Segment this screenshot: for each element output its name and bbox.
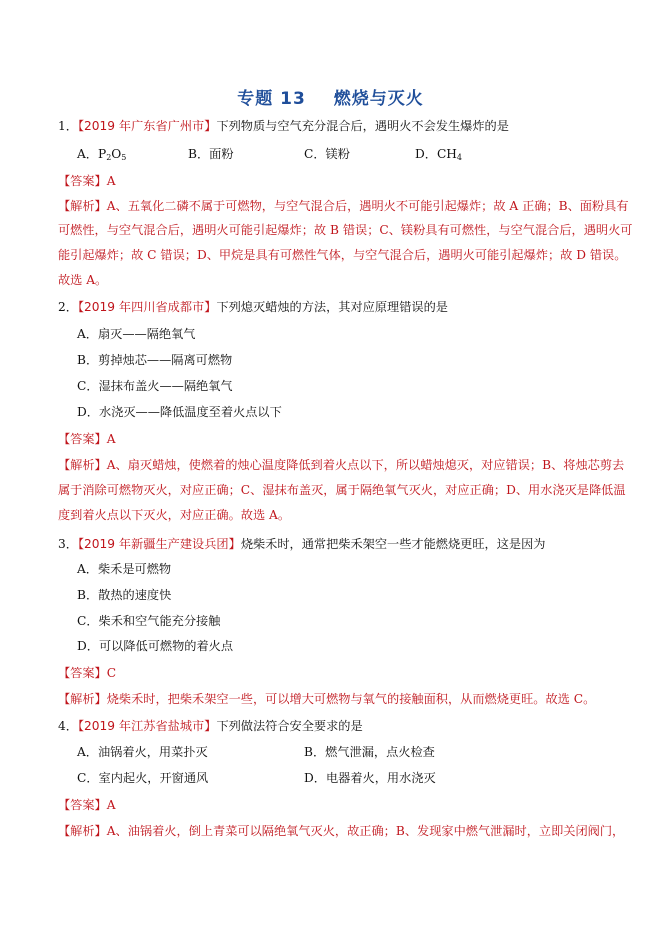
question-2-option-a: A．扇灭——隔绝氧气 bbox=[77, 327, 196, 341]
question-source: 【2019 年广东省广州市】 bbox=[77, 119, 217, 133]
answer-1: 【答案】A bbox=[58, 174, 116, 188]
question-4-stem: 4．【2019 年江苏省盐城市】下列做法符合安全要求的是 bbox=[58, 719, 363, 733]
option-d: D．$CH_4$ bbox=[415, 147, 463, 162]
question-3-option-c: C．柴禾和空气能充分接触 bbox=[77, 614, 221, 628]
analysis-1-line-3: 能引起爆炸；故 C 错误；D、甲烷是具有可燃性气体，与空气混合后，遇明火可能引起爆炸；故 D 错误。 bbox=[58, 248, 627, 262]
answer-2: 【答案】A bbox=[58, 432, 116, 446]
question-3-stem: 3．【2019 年新疆生产建设兵团】烧柴禾时，通常把柴禾架空一些才能燃烧更旺，这是因为 bbox=[58, 537, 546, 551]
question-3-option-b: B．散热的速度快 bbox=[77, 588, 172, 602]
option-a: A．油锅着火，用菜扑灭 bbox=[77, 745, 208, 759]
analysis-1-line-2: 可燃性，与空气混合后，遇明火可能引起爆炸；故 B 错误；C、镁粉具有可燃性，与空气混合后，遇明火可 bbox=[58, 223, 633, 237]
option-a: A．$P_2O_5$ bbox=[77, 147, 127, 162]
analysis-1-line-1: 【解析】A、五氧化二磷不属于可燃物，与空气混合后，遇明火不可能引起爆炸；故 A 正确；B、面粉具有 bbox=[58, 199, 629, 213]
question-1-stem: 1．【2019 年广东省广州市】下列物质与空气充分混合后，遇明火不会发生爆炸的是 bbox=[58, 119, 509, 133]
option-b: B．燃气泄漏，点火检查 bbox=[304, 745, 435, 759]
option-c: C．室内起火，开窗通风 bbox=[77, 771, 209, 785]
analysis-2-line-1: 【解析】A、扇灭蜡烛，使燃着的烛心温度降低到着火点以下，所以蜡烛熄灭，对应错误；B、将烛芯剪去 bbox=[58, 458, 625, 472]
answer-3: 【答案】C bbox=[58, 666, 117, 680]
analysis-2-line-3: 度到着火点以下灭火，对应正确。故选 A。 bbox=[58, 508, 291, 522]
topic-number: 专题 13 bbox=[237, 89, 306, 109]
question-2-option-c: C．湿抹布盖火——隔绝氧气 bbox=[77, 379, 233, 393]
question-3-option-a: A．柴禾是可燃物 bbox=[77, 562, 172, 576]
question-3-option-d: D．可以降低可燃物的着火点 bbox=[77, 639, 234, 653]
answer-4: 【答案】A bbox=[58, 798, 116, 812]
page-title bbox=[0, 84, 661, 109]
question-2-option-b: B．剪掉烛芯——隔离可燃物 bbox=[77, 353, 233, 367]
option-b: B．面粉 bbox=[188, 147, 234, 161]
topic-name: 燃烧与灭火 bbox=[333, 89, 424, 109]
question-2-stem: 2．【2019 年四川省成都市】下列熄灭蜡烛的方法，其对应原理错误的是 bbox=[58, 300, 448, 314]
analysis-4-line-1: 【解析】A、油锅着火，倒上青菜可以隔绝氧气灭火，故正确；B、发现家中燃气泄漏时，立即关闭阀门， bbox=[58, 824, 625, 838]
analysis-1-line-4: 故选 A。 bbox=[58, 273, 108, 287]
analysis-3-line-1: 【解析】烧柴禾时，把柴禾架空一些，可以增大可燃物与氧气的接触面积，从而燃烧更旺。故选 C。 bbox=[58, 692, 596, 706]
question-source: 【2019 年新疆生产建设兵团】 bbox=[77, 537, 241, 551]
question-2-option-d: D．水浇灭——降低温度至着火点以下 bbox=[77, 405, 282, 419]
option-c: C．镁粉 bbox=[304, 147, 350, 161]
question-source: 【2019 年四川省成都市】 bbox=[77, 300, 217, 314]
analysis-2-line-2: 属于消除可燃物灭火，对应正确；C、湿抹布盖灭，属于隔绝氧气灭火，对应正确；D、用水浇灭是降低温 bbox=[58, 483, 626, 497]
option-d: D．电器着火，用水浇灭 bbox=[304, 771, 436, 785]
question-source: 【2019 年江苏省盐城市】 bbox=[77, 719, 217, 733]
